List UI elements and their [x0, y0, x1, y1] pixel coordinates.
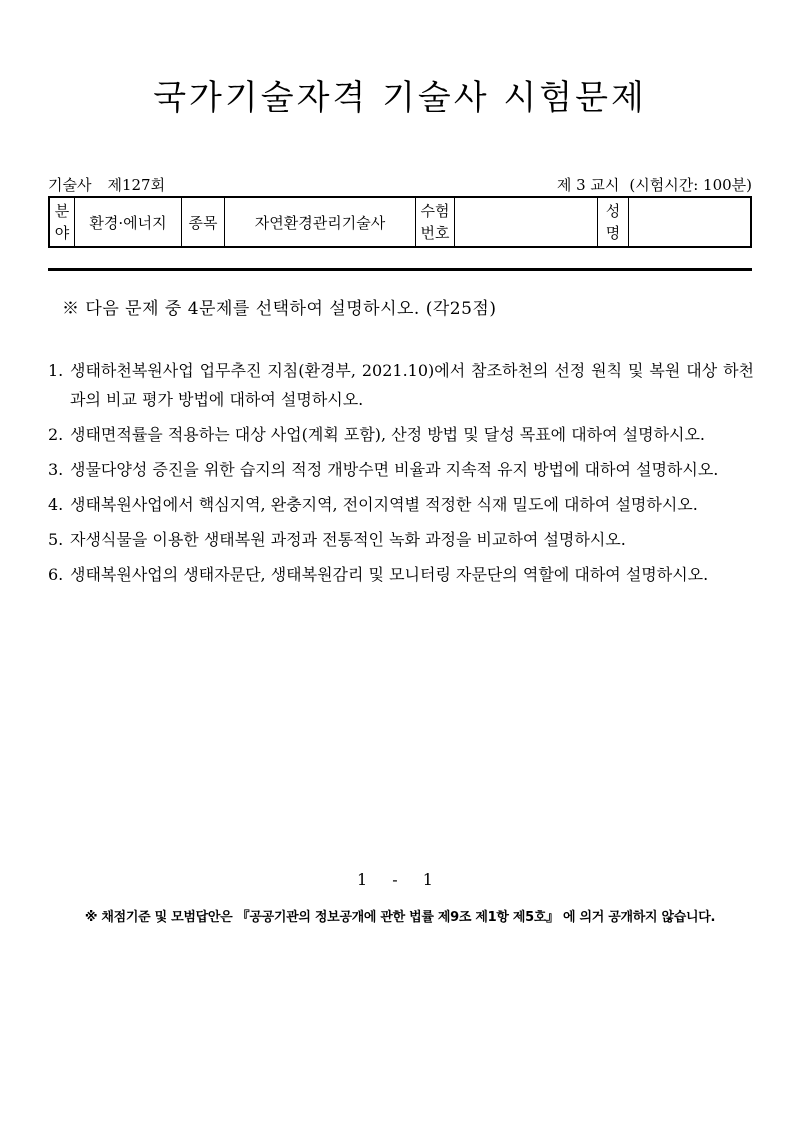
question-text: 생태하천복원사업 업무추진 지침(환경부, 2021.10)에서 참조하천의 선정 원칙 및 복원 대상 하천과의 비교 평가 방법에 대하여 설명하시오. [70, 361, 754, 409]
exam-category: 기술사 [48, 176, 92, 194]
question-text: 생태복원사업의 생태자문단, 생태복원감리 및 모니터링 자문단의 역할에 대하여 설명하시오. [70, 565, 709, 584]
field-label-cell [49, 197, 75, 247]
question-number: 6. [48, 565, 64, 584]
question-item [48, 525, 754, 554]
name-field[interactable] [629, 197, 752, 247]
question-text: 생태복원사업에서 핵심지역, 완충지역, 전이지역별 적정한 식재 밀도에 대하여 설명하시오. [70, 495, 698, 514]
question-item [48, 455, 754, 484]
question-item [48, 356, 754, 414]
page-number: 1 - 1 [357, 870, 443, 889]
name-label-top: 성 [605, 202, 621, 220]
name-label-cell [598, 197, 629, 247]
disclosure-footnote: ※ 채점기준 및 모범답안은 『공공기관의 정보공개에 관한 법률 제9조 제1항 제5호』 에 의거 공개하지 않습니다. [84, 910, 716, 925]
exam-number-label-cell [416, 197, 455, 247]
exam-number-field[interactable] [455, 197, 598, 247]
instruction-text: ※ 다음 문제 중 4문제를 선택하여 설명하시오. (각25점) [62, 299, 497, 319]
question-number: 1. [48, 361, 64, 380]
field-label-top: 분 [54, 202, 70, 220]
question-number: 2. [48, 425, 64, 444]
question-item [48, 490, 754, 519]
exam-duration: (시험시간: 100분) [629, 176, 752, 194]
exam-meta-right [557, 174, 752, 195]
exam-number-label-top: 수험 [420, 202, 450, 220]
exam-meta-left [48, 174, 165, 195]
exam-meta-row [48, 174, 752, 194]
exam-info-table [48, 196, 752, 248]
question-number: 4. [48, 495, 64, 514]
type-value-cell: 자연환경관리기술사 [225, 197, 416, 247]
field-value-cell: 환경·에너지 [75, 197, 182, 247]
question-list [48, 356, 754, 595]
question-text: 생물다양성 증진을 위한 습지의 적정 개방수면 비율과 지속적 유지 방법에 대하여 설명하시오. [70, 460, 719, 479]
question-number: 3. [48, 460, 64, 479]
question-number: 5. [48, 530, 64, 549]
exam-session: 제127회 [107, 176, 166, 194]
question-item [48, 560, 754, 589]
question-item [48, 420, 754, 449]
header-divider [48, 268, 752, 271]
page-title: 국가기술자격 기술사 시험문제 [153, 78, 647, 118]
type-label-cell: 종목 [182, 197, 225, 247]
exam-period: 제 3 교시 [556, 176, 620, 194]
question-text: 자생식물을 이용한 생태복원 과정과 전통적인 녹화 과정을 비교하여 설명하시오. [70, 530, 626, 549]
exam-number-label-bottom: 번호 [420, 224, 450, 242]
field-label-bottom: 야 [54, 224, 70, 242]
name-label-bottom: 명 [605, 224, 621, 242]
question-text: 생태면적률을 적용하는 대상 사업(계획 포함), 산정 방법 및 달성 목표에 대하여 설명하시오. [70, 425, 706, 444]
